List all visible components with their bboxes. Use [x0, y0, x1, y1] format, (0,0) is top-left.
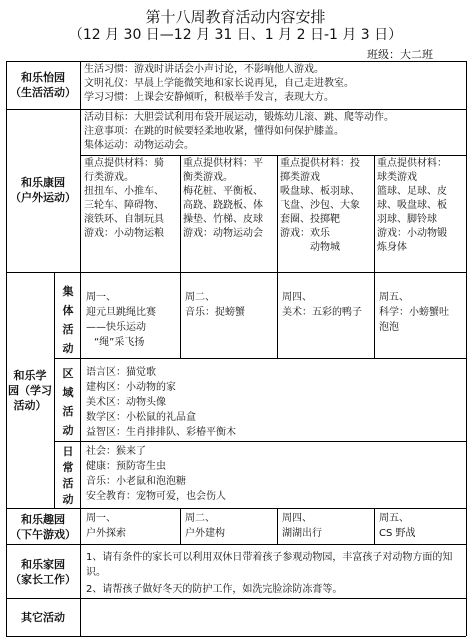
quyuan-col-3: 周四、 湖湖出行 — [282, 513, 322, 539]
list-item: 语言区：猫觉歌 — [86, 367, 156, 378]
list-item: 健康：预防寄生虫 — [86, 461, 166, 472]
row-label-jiayuan: 和乐家园 （家长工作） — [10, 558, 76, 586]
list-item: 数学区：小松鼠的礼品盒 — [86, 412, 196, 423]
quyu-content — [86, 365, 236, 440]
list-item: 集体运动：动物运动会。 — [84, 140, 194, 151]
row-label-qita: 其它活动 — [21, 611, 65, 624]
quyuan-col-2: 周二、 户外建构 — [185, 513, 225, 539]
kangyuan-col-4: 重点提供材料： 球类游戏 篮球、足球、皮 球、吸盘球、板 羽球、脚铃球 游戏：小动物锻 炼身体 — [377, 158, 447, 253]
row-label-kangyuan: 和乐康园 （户外运动） — [10, 176, 76, 204]
kangyuan-col-1: 重点提供材料：骑 行类游戏。 扭扭车、小推车、 三轮车、障碍物、 滚铁环、自制玩具 游戏：小动物运粮 — [84, 158, 164, 239]
list-item: 1、请有条件的家长可以利用双休日带着孩子参观动物园，丰富孩子对动物方面的知识。 — [86, 552, 453, 578]
kangyuan-col-3: 重点提供材料：投 掷类游戏 吸盘球、板羽球、 飞盘、沙包、大象 套圈、投掷靶 游戏：欢乐 动物城 — [280, 158, 360, 253]
yiyuan-content — [84, 63, 354, 105]
jiti-col-1: 周一、 迎元旦跳绳比赛 ——快乐运动 “绳”采飞扬 — [86, 292, 156, 348]
page-title: 第十八周教育活动内容安排 — [145, 8, 326, 26]
quyuan-col-1: 周一、 户外探索 — [86, 513, 126, 539]
row-label-quyuan: 和乐趣园 （下午游戏） — [10, 513, 76, 541]
list-item: 活动目标：大胆尝试利用布袋开展运动，锻炼幼儿滚、跳、爬等动作。 — [84, 112, 394, 123]
list-item: 文明礼仪：早晨上学能微笑地和家长说再见，自己走进教室。 — [84, 78, 354, 89]
sublabel-richang: 日 常 活 动 — [62, 445, 74, 506]
jiayuan-content — [86, 550, 462, 597]
jiti-col-3: 周四、 美术：五彩的鸭子 — [282, 292, 362, 318]
list-item: 美术区：动物头像 — [86, 397, 166, 408]
list-item: 生活习惯：游戏时讲话会小声讨论，不影响他人游戏。 — [84, 64, 324, 75]
list-item: 益智区：生肖排排队、彩椿平衡木 — [86, 427, 236, 438]
date-range: （12 月 30 日—12 月 31 日、1 月 2 日-1 月 3 日） — [68, 27, 403, 43]
sublabel-quyu: 区 域 活 动 — [62, 367, 74, 437]
row-label-yiyuan: 和乐怡园 （生活活动） — [10, 71, 76, 99]
class-label: 班级：大二班 — [367, 48, 433, 61]
row-label-xueyuan: 和乐学 园（学习 活动） — [8, 369, 52, 412]
quyuan-col-4: 周五、 CS 野战 — [379, 513, 416, 539]
list-item: 学习习惯：上课会安静倾听，积极举手发言，表现大方。 — [84, 92, 334, 103]
sublabel-jiti: 集 体 活 动 — [62, 285, 74, 355]
jiti-col-4: 周五、 科学：小螃蟹吐 泡泡 — [379, 292, 449, 333]
list-item: 安全教育：宠物可爱，也会伤人 — [86, 491, 226, 502]
list-item: 音乐：小老鼠和泡泡糖 — [86, 476, 186, 487]
richang-content — [86, 444, 226, 504]
jiti-col-2: 周二、 音乐：捉螃蟹 — [185, 292, 245, 318]
kangyuan-col-2: 重点提供材料：平 衡类游戏。 梅花桩、平衡板、 高跷、跷跷板、体 操垫、竹梯、皮球 游戏：动物运动会 — [183, 158, 263, 239]
list-item: 建构区：小动物的家 — [86, 382, 176, 393]
list-item: 注意事项：在跳的时候要轻柔地收紧，懂得如何保护膝盖。 — [84, 126, 344, 137]
list-item: 社会：猴来了 — [86, 446, 146, 457]
list-item: 2、请帮孩子做好冬天的防护工作，如洗完脸涂防冻膏等。 — [86, 584, 343, 595]
kangyuan-top — [84, 111, 394, 153]
